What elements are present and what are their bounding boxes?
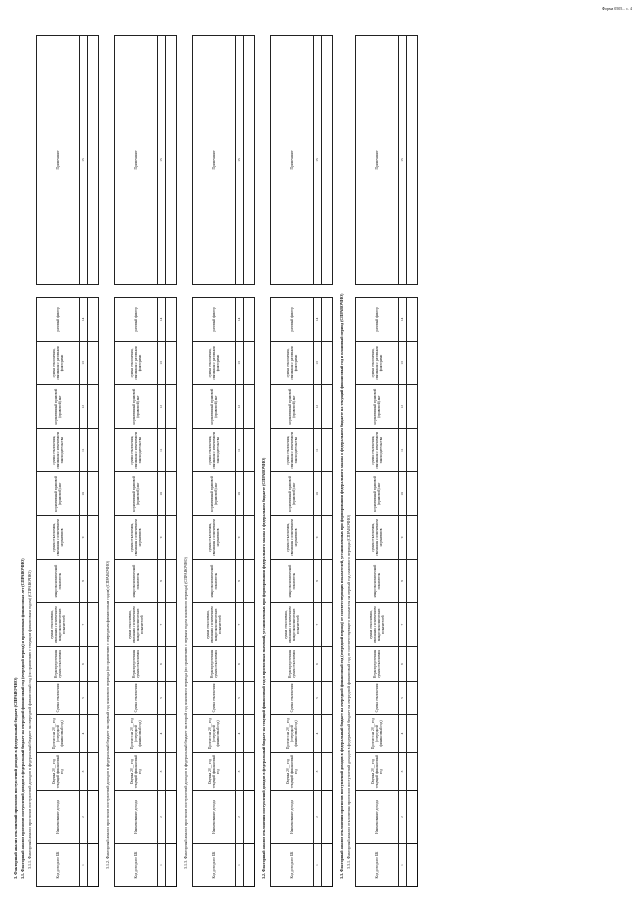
col-name: Наименование дохода: [37, 791, 80, 844]
col-sum: Сумма отклонения: [37, 682, 80, 715]
number-row: 1 2 3 4 5 6 7 8 9 10 11 12 13 14: [236, 298, 244, 887]
section-title-3-3-1: 3.3.1. Факторный анализ отклонения прогнозов поступлений доходов в федеральный бюджет на очередной финансовый год от соответствующего показателя на первый год планового периода (СПРАВОЧНО): [346, 514, 351, 869]
section-title-3: 3. Факторный анализ отклонений прогнозов поступлений доходов в федеральный бюджет (СПРАВОЧНО): [13, 677, 18, 879]
empty-row: [166, 298, 177, 887]
empty-row: [244, 298, 255, 887]
notes-table: Примечание 15: [36, 35, 99, 285]
section-title-3-2: 3.2. Факторный анализ отклонения поступлений доходов в федеральный бюджет на текущий финансовый год и прогнозных значений, установленных при формировании федерального закона о федеральном бюджете (СПРАВОЧНО): [261, 457, 266, 879]
notes-table: Примечание 15: [355, 35, 418, 285]
number-row: 1 2 3 4 5 6 7 8 9 10 11 12 13 14: [80, 298, 88, 887]
table-block-3-1-3: [192, 15, 255, 887]
analysis-table: Код дохода по БК Наименование дохода Оценка 20__ год текущий финансовый год Прогноз на 20__ год (очередной финансовый год) Сумма отклонения Нераспределенная сумма отклонения сумма отклонения, связанная с изменением макроэкономических показателей макроэкономический показатель сумма отклонения, связанная с изменением нормативов нормативный правовой (правовой) акт сумма отклонения, связанная с изменением законодательства нормативный правовой (правовой) акт сумма отклонения, связанная с разовыми факторами разовый фактор 1 2 3 4 5 6 7 8 9 10 11 12 13 14: [114, 297, 177, 887]
table-block-3-1-2: [114, 15, 177, 887]
col-note: Примечание: [37, 36, 80, 285]
analysis-table: Код дохода по БК Наименование дохода Оценка 20__ год текущий финансовый год Прогноз на 20__ год (очередной финансовый год) Сумма отклонения Нераспределенная сумма отклонения сумма отклонения, связанная с изменением макроэкономических показателей макроэкономический показатель сумма отклонения, связанная с изменением нормативов нормативный правовой (правовой) акт сумма отклонения, связанная с изменением законодательства нормативный правовой (правовой) акт сумма отклонения, связанная с разовыми факторами разовый фактор 1 2 3 4 5 6 7 8 9 10 11 12 13 14: [192, 297, 255, 887]
empty-row: [88, 298, 99, 887]
col-prev: Оценка 20__ год текущий финансовый год: [37, 753, 80, 791]
analysis-table: Код дохода по БК Наименование дохода Оценка 20__ год текущий финансовый год Прогноз на 20__ год (очередной финансовый год) Сумма отклонения Нераспределенная сумма отклонения сумма отклонения, связанная с изменением макроэкономических показателей макроэкономический показатель сумма отклонения, связанная с изменением нормативов нормативный правовой (правовой) акт сумма отклонения, связанная с изменением законодательства нормативный правовой (правовой) акт сумма отклонения, связанная с разовыми факторами разовый фактор 1 2 3 4 5 6 7 8 9 10 11 12 13 14: [270, 297, 333, 887]
col-f7: сумма отклонения, связанная с разовыми факторами: [37, 341, 80, 385]
col-unexpl: Нераспределенная сумма отклонения: [37, 647, 80, 682]
notes-table: Примечание 15: [192, 35, 255, 285]
table-block-3-2: [270, 15, 333, 887]
col-f6: нормативный правовой (правовой) акт: [37, 385, 80, 429]
table-block-3-1-1: [36, 15, 99, 887]
col-f2: макроэкономический показатель: [37, 559, 80, 603]
section-title-3-1-2: 3.1.2. Факторный анализ прогнозов поступлений доходов в федеральный бюджет на первый год планового периода (по сравнению с очередным финансовым годом) (СПРАВОЧНО): [105, 560, 110, 869]
col-f3: сумма отклонения, связанная с изменением нормативов: [37, 516, 80, 560]
col-code: Код дохода по БК: [37, 844, 80, 887]
form-label: Форма 0505... с. 4: [601, 6, 632, 11]
col-f1: сумма отклонения, связанная с изменением макроэкономических показателей: [37, 603, 80, 647]
table-block-3-3-1: [355, 15, 418, 887]
section-title-3-3: 3.3. Факторный анализ отклонения прогнозов поступлений доходов в федеральный бюджет на очередной финансовый год (очередной период) от соответствующих показателей, установленных при формировании федерального закона о федеральном бюджете на текущий финансовый год и плановый период (СПРАВОЧНО): [339, 293, 344, 879]
section-title-3-1-3: 3.1.3. Факторный анализ прогнозов поступлений доходов в федеральный бюджет на второй год планового периода (по сравнению с первым годом планового периода) (СПРАВОЧНО): [183, 557, 188, 869]
empty-row: [407, 298, 418, 887]
analysis-table: [36, 297, 99, 887]
col-f8: разовый фактор: [37, 298, 80, 342]
number-row: 1 2 3 4 5 6 7 8 9 10 11 12 13 14: [158, 298, 166, 887]
number-row: 1 2 3 4 5 6 7 8 9 10 11 12 13 14: [314, 298, 322, 887]
empty-row: [322, 298, 333, 887]
col-f4: нормативный правовой (правовой) акт: [37, 472, 80, 516]
col-next: Прогноз на 20__ год (очередной финансовый год): [37, 715, 80, 753]
notes-table: Примечание 15: [270, 35, 333, 285]
section-title-3-1-1: 3.1.1. Факторный анализ прогнозов поступлений доходов в федеральный бюджет на очередной финансовый год (по сравнению с текущим финансовым годом) (СПРАВОЧНО): [27, 570, 32, 869]
notes-table: Примечание 15: [114, 35, 177, 285]
section-title-3-1: 3.1. Факторный анализ прогнозов поступлений доходов в федеральный бюджет на очередной финансовый год (очередной период) и прогнозных финансовых лет (СПРАВОЧНО): [20, 558, 25, 879]
number-row: 1 2 3 4 5 6 7 8 9 10 11 12 13 14: [399, 298, 407, 887]
col-f5: сумма отклонения, связанная с изменением законодательства: [37, 428, 80, 472]
analysis-table: Код дохода по БК Наименование дохода Оценка 20__ год текущий финансовый год Прогноз на 20__ год (очередной финансовый год) Сумма отклонения Нераспределенная сумма отклонения сумма отклонения, связанная с изменением макроэкономических показателей макроэкономический показатель сумма отклонения, связанная с изменением нормативов нормативный правовой (правовой) акт сумма отклонения, связанная с изменением законодательства нормативный правовой (правовой) акт сумма отклонения, связанная с разовыми факторами разовый фактор 1 2 3 4 5 6 7 8 9 10 11 12 13 14: [355, 297, 418, 887]
